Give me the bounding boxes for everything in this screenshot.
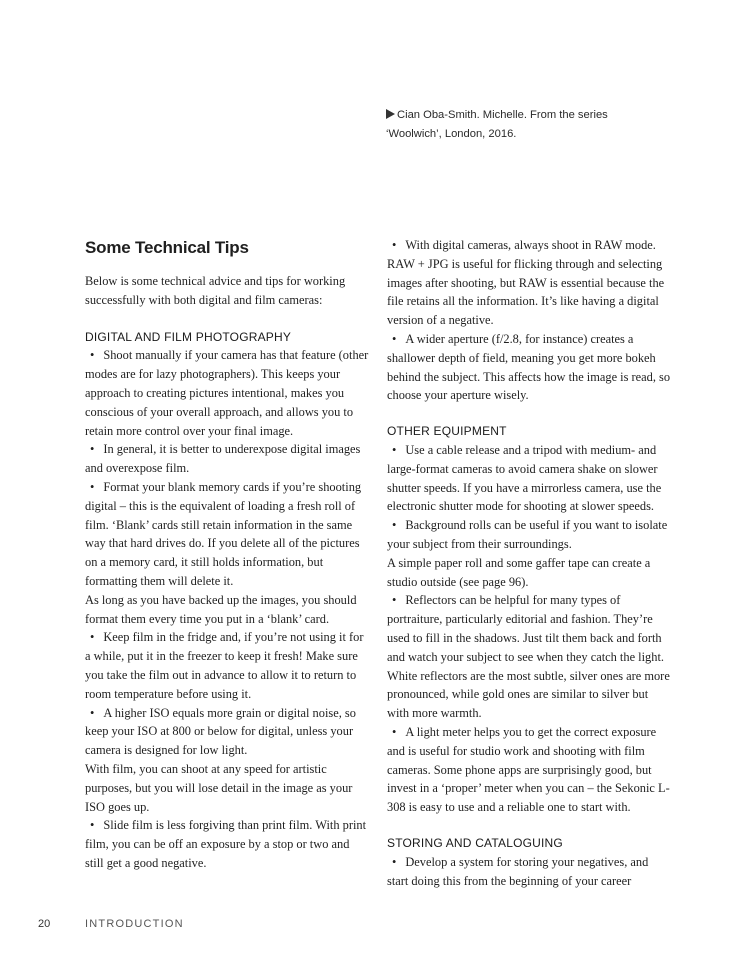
bullet-mark: • — [90, 479, 95, 494]
bullet-text: A higher ISO equals more grain or digital noise, so keep your ISO at 800 or below for digital, unless your camera is designed for low light. — [85, 705, 356, 758]
paragraph: As long as you have backed up the images, you should format them every time you put in a ‘blank’ card. — [85, 592, 357, 626]
intro-paragraph: Below is some technical advice and tips for working successfully with both digital and film cameras: — [85, 274, 346, 307]
bullet-mark: • — [90, 818, 95, 833]
paragraph: With film, you can shoot at any speed for artistic purposes, but you will lose detail in the image as your ISO goes up. — [85, 761, 353, 814]
bullet-item — [387, 853, 672, 891]
page-number: 20 — [38, 918, 51, 930]
bullet-mark: • — [392, 442, 397, 457]
bullet-mark: • — [392, 518, 397, 533]
bullet-mark: • — [90, 705, 95, 720]
bullet-mark: • — [392, 593, 397, 608]
bullet-text: Keep film in the fridge and, if you’re not using it for a while, put it in the freezer to keep it fresh! Make sure you take the film out in advance to allow it to return to room temperature before using it. — [85, 630, 364, 701]
caption-arrow-icon — [386, 109, 395, 119]
bullet-mark: • — [392, 724, 397, 739]
bullet-text: A light meter helps you to get the correct exposure and is useful for studio work and shooting with film cameras. Some phone apps are surprisingly good, but invest in a ‘proper’ meter when you can – the Sekonic L-308 is easy to use and a reliable one to start with. — [387, 724, 670, 815]
bullet-text: In general, it is better to underexpose digital images and overexpose film. — [85, 442, 361, 476]
section-heading-storing: STORING AND CATALOGUING — [387, 835, 563, 850]
bullet-text: Format your blank memory cards if you’re shooting digital – this is the equivalent of loading a fresh roll of film. ‘Blank’ cards still retain information in the same way that hard drives do. If you delete all of the pictures on a memory card, it still holds information, but formatting them will delete it. — [85, 479, 362, 588]
bullet-text: Background rolls can be useful if you want to isolate your subject from their surroundings. — [387, 518, 668, 551]
bullet-text: Slide film is less forgiving than print film. With print film, you can be off an exposure by a stop or two and still get a good negative. — [85, 818, 367, 870]
bullet-item — [387, 236, 672, 330]
bullet-text: With digital cameras, always shoot in RAW mode. RAW + JPG is useful for flicking through and selecting images after shooting, but RAW is essential because the file retains all the information. It’s like having a digital version of a negative. — [387, 238, 665, 328]
bullet-mark: • — [90, 630, 95, 645]
bullet-mark: • — [392, 238, 397, 252]
bullet-item — [85, 346, 370, 440]
bullet-item — [85, 478, 370, 591]
section-heading-digital: DIGITAL AND FILM PHOTOGRAPHY — [85, 329, 292, 344]
bullet-item — [85, 704, 370, 760]
bullet-text: Reflectors can be helpful for many types of portraiture, particularly editorial and fashion. They’re used to fill in the shadows. Just tilt them back and forth and watch your subject to see when they catch the light. White reflectors are the most subtle, silver ones are more pronounced, while gold ones are similar to silver but with more warmth. — [387, 593, 670, 721]
page-title: Some Technical Tips — [85, 238, 249, 257]
bullet-text: Develop a system for storing your negatives, and start doing this from the beginning of your career — [387, 854, 649, 888]
bullet-mark: • — [392, 854, 397, 869]
bullet-item — [85, 628, 370, 703]
photo-caption — [386, 106, 666, 144]
bullet-mark: • — [90, 348, 95, 363]
bullet-item — [387, 591, 672, 723]
bullet-text: Shoot manually if your camera has that feature (other modes are for lazy photographers). This keeps your approach to creating pictures intentional, makes you conscious of your overall approach, and allows you to retain more control over your final image. — [85, 348, 369, 438]
bullet-text: A wider aperture (f/2.8, for instance) creates a shallower depth of field, meaning you get more bokeh behind the subject. This affects how the image is read, so choose your aperture wisely. — [387, 331, 671, 403]
bullet-item — [387, 723, 672, 817]
running-footer-section: INTRODUCTION — [85, 918, 184, 930]
section-heading-equipment: OTHER EQUIPMENT — [387, 424, 507, 439]
bullet-mark: • — [392, 331, 397, 346]
caption-line-2: ‘Woolwich’, London, 2016. — [386, 128, 517, 140]
bullet-item — [387, 441, 672, 516]
caption-line-1: Cian Oba-Smith. Michelle. From the series — [397, 109, 608, 121]
bullet-text: Use a cable release and a tripod with medium- and large-format cameras to avoid camera shake on slower shutter speeds. If you have a mirrorless camera, use the electronic shutter mode for shooting at slower speeds. — [387, 442, 662, 514]
bullet-item — [387, 330, 672, 405]
right-column — [387, 236, 672, 890]
bullet-item — [85, 440, 370, 478]
bullet-mark: • — [90, 442, 95, 457]
bullet-item — [85, 816, 370, 872]
paragraph: A simple paper roll and some gaffer tape can create a studio outside (see page 96). — [387, 555, 651, 589]
left-column — [85, 236, 370, 873]
bullet-item — [387, 516, 672, 554]
